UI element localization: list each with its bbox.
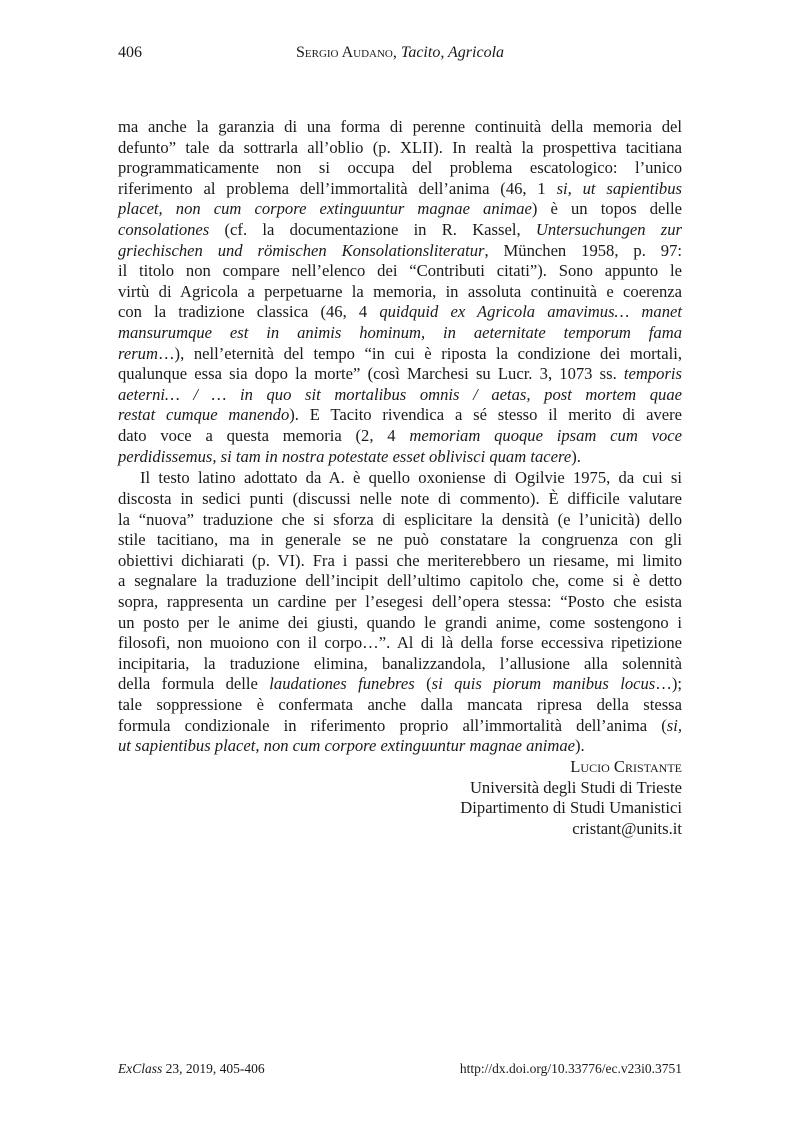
paragraph: [118, 117, 682, 467]
italic-text: si,: [666, 715, 682, 735]
italic-text: placet, non cum corpore extinguuntur magnae animae: [118, 199, 532, 219]
italic-text: mansurumque est in animis hominum, in aeternitate temporum fama: [118, 322, 682, 342]
italic-text: ut sapientibus placet, non cum corpore extinguuntur magnae animae: [118, 736, 576, 756]
italic-text: perdidissemus, si tam in nostra potestate esset oblivisci quam tacere: [118, 446, 572, 466]
italic-text: Untersuchungen zur: [535, 219, 682, 239]
text-segment: discosta in sedici punti (discussi nelle note di commento). È difficile valutare: [118, 489, 682, 509]
text-line: [118, 613, 682, 634]
italic-text: si, ut sapientibus: [556, 178, 682, 198]
text-line: [118, 654, 682, 675]
text-line: [118, 344, 682, 365]
signature-name: Lucio Cristante: [570, 757, 682, 776]
text-segment: stile tacitiano, ma in generale se ne può constatare la congruenza con gli: [118, 530, 682, 550]
footer-volume: 23, 2019, 405-406: [162, 1061, 265, 1076]
text-segment: …), nell’eternità del tempo “in cui è riposta la condizione dei mortali,: [157, 343, 682, 363]
italic-text: si quis piorum manibus locus: [431, 674, 656, 694]
text-segment: defunto” tale da sottrarla all’oblio (p. XLII). In realtà la prospettiva tacitiana: [118, 137, 682, 157]
text-segment: qualunque essa sia dopo la morte” (così Marchesi su Lucr. 3, 1073 ss.: [118, 364, 624, 384]
italic-text: memoriam quoque ipsam cum voce: [409, 425, 682, 445]
italic-text: laudationes funebres: [269, 674, 415, 694]
running-title: [118, 44, 682, 62]
running-header: [118, 44, 682, 68]
signature-university: Università degli Studi di Trieste: [469, 777, 682, 797]
text-segment: dato voce a questa memoria (2, 4: [118, 425, 410, 445]
italic-text: rerum: [118, 343, 158, 363]
paragraph: [118, 468, 682, 756]
text-line: [118, 551, 682, 572]
italic-text: consolationes: [118, 219, 210, 239]
text-line: [118, 447, 682, 468]
body-text: [118, 117, 682, 757]
text-segment: con la tradizione classica (46, 4: [118, 302, 380, 322]
text-line: [118, 220, 682, 241]
text-segment: …);: [655, 674, 682, 694]
text-segment: ma anche la garanzia di una forma di perenne continuità della memoria del: [118, 117, 682, 136]
text-line: [118, 736, 682, 757]
text-segment: incipitaria, la traduzione elimina, banalizzandola, l’allusione alla solennità: [118, 653, 682, 673]
footer-journal: ExClass: [118, 1061, 163, 1076]
text-segment: Il testo latino adottato da A. è quello oxoniense di Ogilvie 1975, da cui si: [140, 468, 682, 488]
text-segment: la “nuova” traduzione che si sforza di esplicitare la densità (e l’unicità) dello: [118, 509, 682, 529]
text-line: [118, 241, 682, 262]
text-segment: formula condizionale in riferimento proprio all’immortalità dell’anima (: [118, 715, 667, 735]
text-segment: ) è un topos delle: [531, 199, 682, 219]
text-line: [118, 426, 682, 447]
text-line: [118, 468, 682, 489]
text-line: [118, 633, 682, 654]
text-segment: della formula delle: [118, 674, 270, 694]
text-segment: ).: [571, 446, 581, 466]
text-line: [118, 199, 682, 220]
text-line: [118, 282, 682, 303]
italic-text: quidquid ex Agricola amavimus… manet: [379, 302, 682, 322]
text-line: [118, 571, 682, 592]
text-line: [118, 138, 682, 159]
text-line: [118, 323, 682, 344]
text-segment: un posto per le anime dei giusti, quando le grandi anime, come sostengono i: [118, 612, 682, 632]
footer-doi-link[interactable]: http://dx.doi.org/10.33776/ec.v23i0.3751: [459, 1061, 682, 1076]
footer-citation: [118, 1061, 265, 1077]
italic-text: griechischen und römischen Konsolationsliteratur: [118, 240, 485, 260]
header-title: Tacito, Agricola: [400, 44, 505, 61]
text-line: [118, 716, 682, 737]
text-segment: (: [414, 674, 432, 694]
text-segment: obiettivi dichiarati (p. VI). Fra i passi che meriterebbero un riesame, mi limito: [118, 550, 682, 570]
text-segment: (cf. la documentazione in R. Kassel,: [209, 219, 536, 239]
text-line: [118, 158, 682, 179]
text-segment: riferimento al problema dell’immortalità dell’anima (46, 1: [118, 178, 557, 198]
text-line: [118, 302, 682, 323]
text-line: [118, 530, 682, 551]
italic-text: restat cumque manendo: [118, 405, 290, 425]
text-line: [118, 695, 682, 716]
italic-text: temporis: [623, 364, 682, 384]
signature-block: [460, 757, 682, 839]
signature-department: Dipartimento di Studi Umanistici: [460, 798, 682, 818]
text-line: [118, 179, 682, 200]
text-segment: a segnalare la traduzione dell’incipit dell’ultimo capitolo che, come si è detto: [118, 571, 682, 591]
text-line: [118, 364, 682, 385]
text-line: [118, 489, 682, 510]
text-segment: filosofi, non muoiono con il corpo…”. Al di là della forse eccessiva ripetizione: [118, 633, 682, 653]
text-segment: tale soppressione è confermata anche dalla mancata ripresa della stessa: [118, 695, 682, 715]
text-line: [118, 117, 682, 138]
text-line: [118, 592, 682, 613]
text-line: [118, 510, 682, 531]
text-segment: programmaticamente non si occupa del problema escatologico: l’unico: [118, 158, 682, 178]
text-segment: il titolo non compare nell’elenco dei “Contributi citati”). Sono appunto le: [118, 261, 682, 281]
header-author: Sergio Audano: [295, 44, 393, 61]
signature-email[interactable]: cristant@units.it: [572, 818, 682, 838]
text-segment: ).: [575, 736, 585, 756]
text-line: [118, 261, 682, 282]
italic-text: aeterni… / … in quo sit mortalibus omnis / aetas, post mortem quae: [118, 384, 682, 404]
text-segment: virtù di Agricola a perpetuarne la memoria, in assoluta continuità e coerenza: [118, 281, 682, 301]
text-segment: sopra, rappresenta un cardine per l’esegesi dell’opera stessa: “Posto che esista: [118, 592, 682, 612]
text-line: [118, 385, 682, 406]
text-line: [118, 405, 682, 426]
text-segment: ). E Tacito rivendica a sé stesso il merito di avere: [289, 405, 682, 425]
text-line: [118, 674, 682, 695]
text-segment: , München 1958, p. 97:: [484, 240, 682, 260]
header-separator: ,: [392, 44, 401, 61]
page-number: 406: [118, 44, 142, 61]
